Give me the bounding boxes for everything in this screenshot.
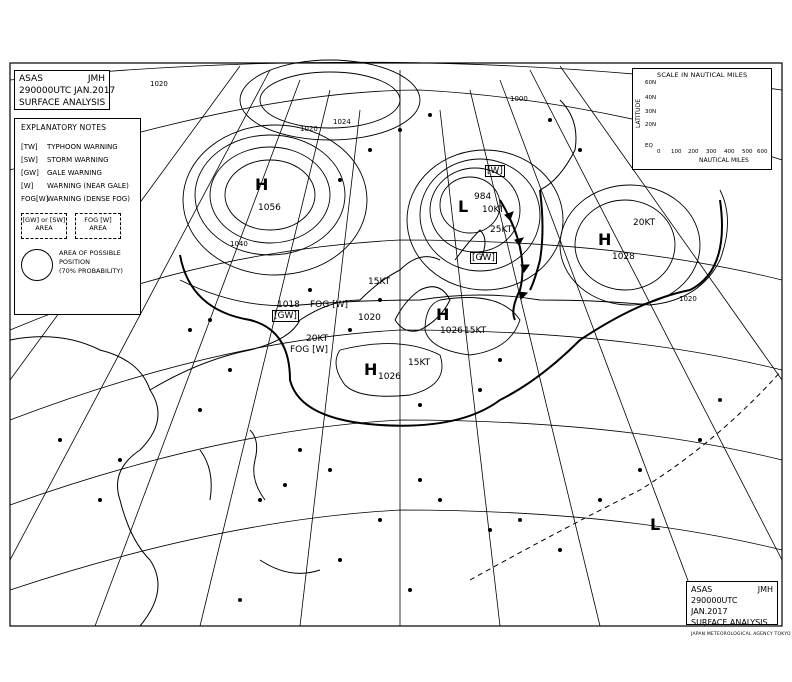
- pressure-label: 1056: [258, 203, 281, 213]
- high-center-symbol: H: [598, 230, 612, 249]
- header-agency-code: JMH: [87, 74, 105, 84]
- low-center-symbol: L: [458, 197, 469, 216]
- scale-y-tick: EQ: [645, 143, 653, 149]
- near-gale-warning-label: [W]: [487, 166, 503, 176]
- fog-area-box: FOG [W] AREA: [75, 213, 121, 239]
- isobar-label: 1020: [300, 125, 318, 133]
- scale-y-tick: 20N: [645, 122, 657, 128]
- low-symbol-l: L: [650, 515, 661, 534]
- legend-item: FOG[W] WARNING (DENSE FOG): [21, 194, 130, 203]
- legend-item: [SW] STORM WARNING: [21, 155, 109, 164]
- header-top-left: [14, 70, 116, 110]
- gale-warning-label: [GW]: [274, 311, 297, 321]
- agency-name: JAPAN METEOROLOGICAL AGENCY TOKYO: [691, 632, 791, 637]
- scale-x-tick: 0: [657, 149, 661, 155]
- fog-warning-label: FOG [W]: [310, 300, 349, 310]
- isobar-label: 1020: [679, 295, 697, 303]
- warning-area-box: [GW] or [SW] AREA: [21, 213, 67, 239]
- pressure-label: 984: [474, 192, 492, 202]
- probability-text: AREA OF POSSIBLE: [59, 249, 121, 257]
- fog-warning-label: FOG [W]: [290, 345, 329, 355]
- header-datetime: 290000UTC JAN.2017: [19, 86, 116, 96]
- isobar-label: 1000: [510, 95, 528, 103]
- isobar-label: 1040: [230, 240, 248, 248]
- scale-title: SCALE IN NAUTICAL MILES: [657, 71, 748, 79]
- gale-warning-label: [GW]: [472, 253, 495, 263]
- legend-title: EXPLANATORY NOTES: [21, 123, 107, 132]
- header-bottom-right: [686, 581, 791, 637]
- high-center-symbol: H: [436, 305, 450, 324]
- legend-item: [W] WARNING (NEAR GALE): [21, 181, 129, 190]
- scale-y-tick: 40N: [645, 95, 657, 101]
- scale-x-label: NAUTICAL MILES: [699, 157, 749, 164]
- scale-y-label: LATITUDE: [635, 99, 642, 129]
- motion-label: 20KT: [633, 218, 656, 228]
- motion-label: 15KT: [408, 358, 431, 368]
- motion-label: 20KT: [306, 334, 329, 344]
- pressure-label: 1020: [358, 313, 381, 323]
- scale-y-tick: 30N: [645, 109, 657, 115]
- pressure-label: 1028: [612, 252, 635, 262]
- motion-label: 10KT: [482, 205, 505, 215]
- header-product-code: ASAS: [691, 585, 713, 594]
- scale-x-tick: 300: [706, 149, 717, 155]
- scale-box: [632, 68, 772, 170]
- high-center-symbol: H: [364, 360, 378, 379]
- motion-label: 15KT: [368, 277, 391, 287]
- scale-x-tick: 100: [671, 149, 682, 155]
- header-title: SURFACE ANALYSIS: [691, 618, 768, 627]
- pressure-label: 1026: [440, 326, 463, 336]
- header-datetime: 290000UTC JAN.2017: [691, 596, 738, 616]
- legend-item: [GW] GALE WARNING: [21, 168, 102, 177]
- header-title: SURFACE ANALYSIS: [19, 98, 106, 108]
- pressure-label: 1026: [378, 372, 401, 382]
- probability-text: (70% PROBABILITY): [59, 267, 123, 275]
- scale-y-tick: 60N: [645, 80, 657, 86]
- explanatory-notes-legend: [14, 118, 141, 315]
- isobar-label: 1024: [333, 118, 351, 126]
- scale-x-tick: 500: [742, 149, 753, 155]
- motion-label: 15KT: [464, 326, 487, 336]
- motion-label: 25KT: [490, 225, 513, 235]
- legend-item: [TW] TYPHOON WARNING: [21, 142, 118, 151]
- header-product-code: ASAS: [19, 74, 43, 84]
- pressure-label: 1018: [277, 300, 300, 310]
- scale-x-tick: 600: [757, 149, 768, 155]
- header-agency-code: JMH: [757, 585, 773, 594]
- scale-x-tick: 400: [724, 149, 735, 155]
- scale-x-tick: 200: [688, 149, 699, 155]
- probability-circle-icon: [21, 249, 53, 281]
- isobar-label: 1020: [150, 80, 168, 88]
- probability-text: POSITION: [59, 258, 90, 266]
- high-center-symbol: H: [255, 175, 269, 194]
